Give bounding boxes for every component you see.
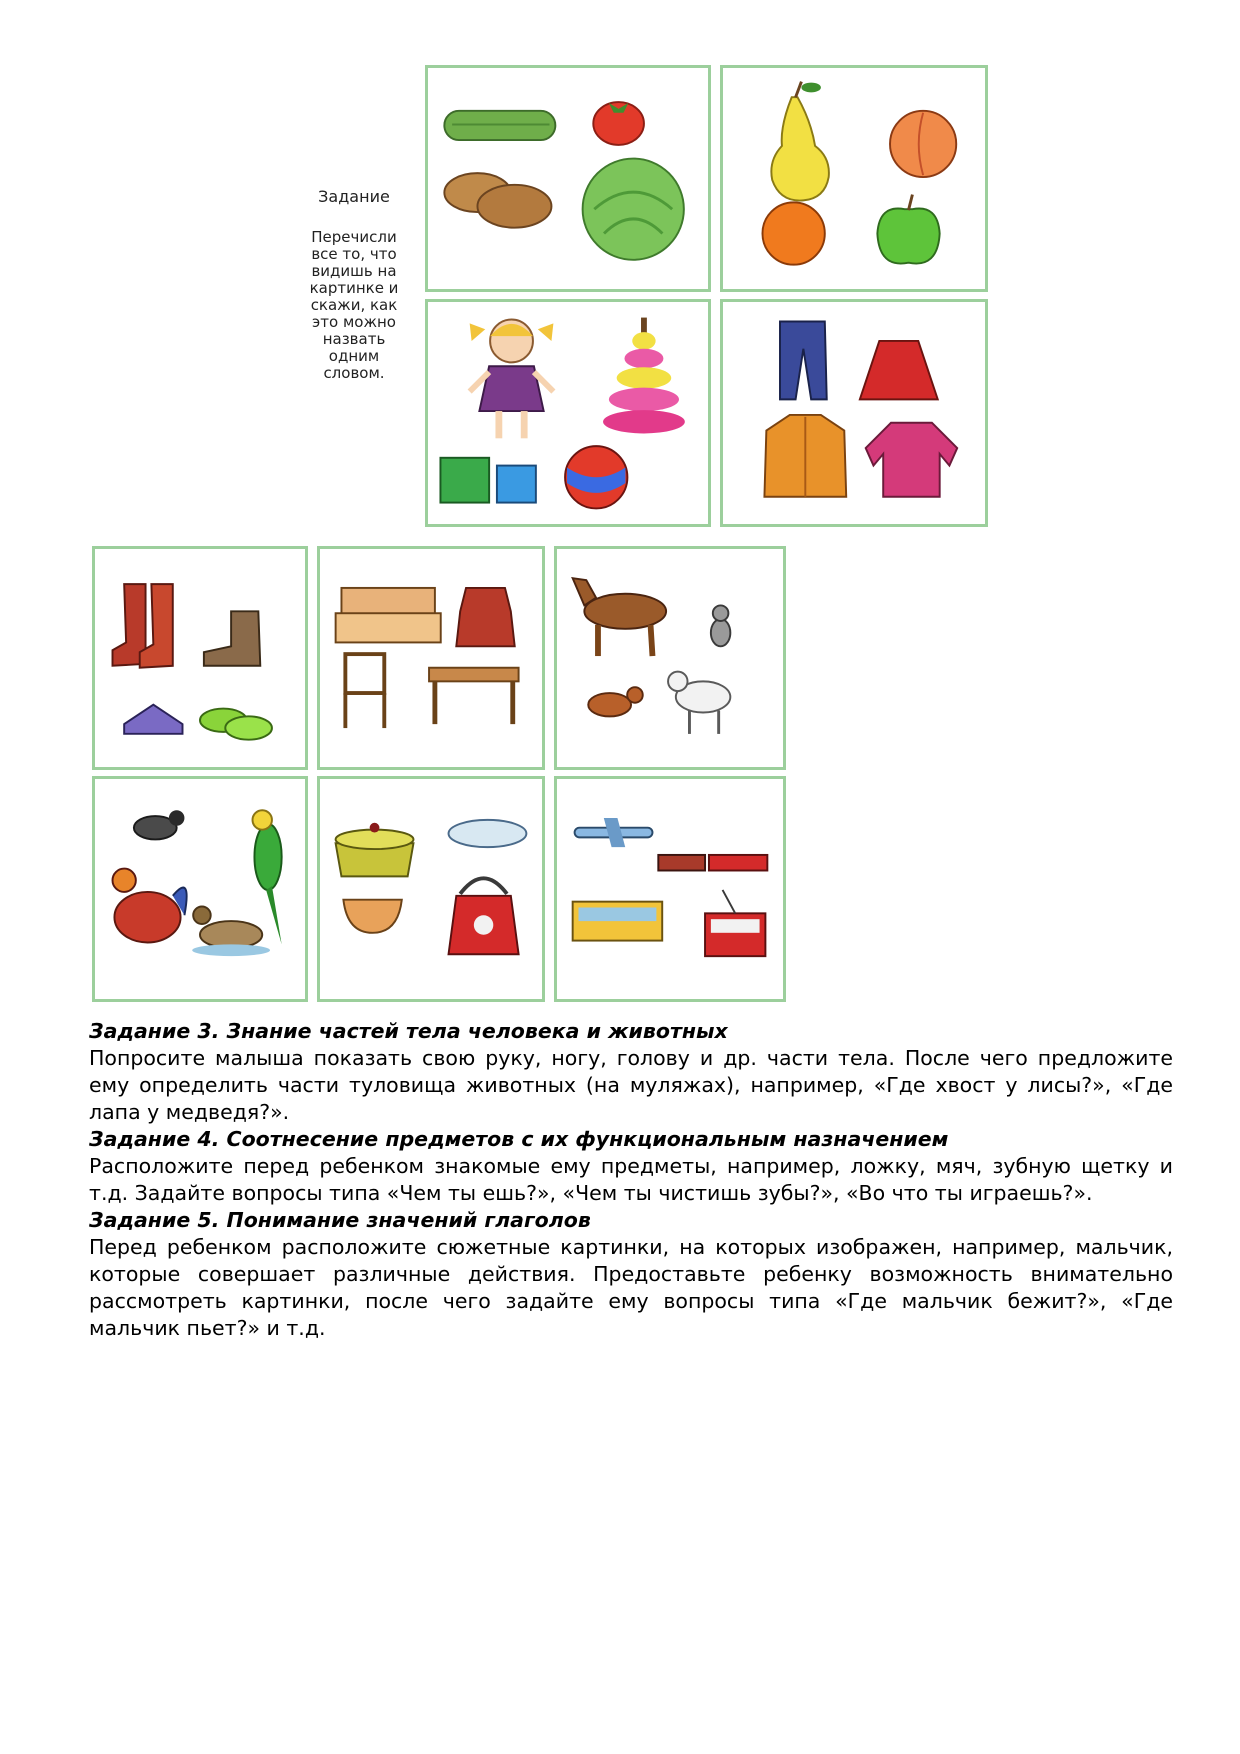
- tomato-picture: [593, 102, 644, 145]
- airplane-picture: [575, 818, 653, 847]
- trousers-picture: [780, 321, 827, 399]
- cubes-picture: [440, 458, 535, 503]
- cabbage-picture: [583, 159, 684, 260]
- coat-picture: [764, 415, 846, 497]
- cucumber-picture: [444, 111, 555, 140]
- task-5-heading: Задание 5. Понимание значений глаголов: [89, 1208, 591, 1232]
- pot-picture: [336, 823, 414, 877]
- boots-picture: [113, 584, 173, 668]
- task-3-text: Попросите малыша показать свою руку, ногу, голову и др. части тела. После чего предложите ему определить части туловища животных (на муляжах), например, «Где хвост у лисы?», «Где лапа у медведя?».: [89, 1046, 1173, 1124]
- skirt-picture: [860, 341, 938, 399]
- panel-domestic-animals: [554, 546, 786, 770]
- slippers-picture: [200, 709, 272, 740]
- panel-fruits: [720, 65, 988, 292]
- shoes-picture: [124, 705, 182, 734]
- ball-picture: [565, 446, 627, 508]
- panel-furniture: [317, 546, 545, 770]
- cup-picture: [343, 900, 401, 933]
- chair-picture: [345, 654, 384, 728]
- task-3-heading: Задание 3. Знание частей тела человека и животных: [89, 1019, 728, 1043]
- tram-picture: [705, 890, 765, 956]
- armchair-picture: [456, 588, 514, 646]
- bus-picture: [573, 902, 663, 941]
- task-instruction: [295, 188, 413, 382]
- task-4-heading: Задание 4. Соотнесение предметов с их функциональным назначением: [89, 1127, 949, 1151]
- pyramid-picture: [603, 318, 685, 434]
- pear-picture: [771, 82, 829, 201]
- panel-birds: [92, 776, 308, 1002]
- task-5-text: Перед ребенком расположите сюжетные картинки, на которых изображен, например, мальчик, которые совершает различные действия. Предоставьте ребенку возможность внимательно рассмотреть картинки, после чего задайте ему вопросы типа «Где мальчик бежит?», «Где мальчик пьет?» и т.д.: [89, 1235, 1173, 1340]
- task-4-text: Расположите перед ребенком знакомые ему предметы, например, ложку, мяч, зубную щетку и т.д. Задайте вопросы типа «Чем ты ешь?», «Чем ты чистишь зубы?», «Во что ты играешь?».: [89, 1154, 1173, 1205]
- table-picture: [429, 668, 519, 724]
- dog-picture: [588, 687, 643, 716]
- panel-vegetables: [425, 65, 711, 292]
- kettle-picture: [449, 878, 519, 954]
- panel-toys: [425, 299, 711, 527]
- peach-picture: [890, 111, 956, 177]
- panel-dishes: [317, 776, 545, 1002]
- task-text: [89, 1018, 1173, 1342]
- parrot-picture: [253, 810, 282, 944]
- apple-picture: [877, 195, 939, 264]
- task-instruction-title: Задание: [318, 187, 390, 206]
- panel-clothes: [720, 299, 988, 527]
- potatoes-picture: [444, 173, 551, 228]
- train-picture: [658, 855, 767, 871]
- task-instruction-body: Перечисли все то, что видишь на картинке и скажи, как это можно назвать одним словом.: [309, 228, 399, 382]
- duck-picture: [192, 907, 270, 957]
- panel-transport: [554, 776, 786, 1002]
- orange-picture: [762, 202, 824, 264]
- ankle-boots-picture: [204, 611, 260, 665]
- doll-picture: [470, 320, 554, 439]
- crow-picture: [134, 810, 185, 839]
- cat-picture: [711, 605, 730, 646]
- horse-picture: [573, 578, 666, 656]
- goat-picture: [668, 672, 730, 734]
- rooster-picture: [113, 869, 187, 943]
- panel-footwear: [92, 546, 308, 770]
- sofa-picture: [336, 588, 441, 643]
- sweater-picture: [866, 423, 958, 497]
- plate-picture: [449, 820, 527, 847]
